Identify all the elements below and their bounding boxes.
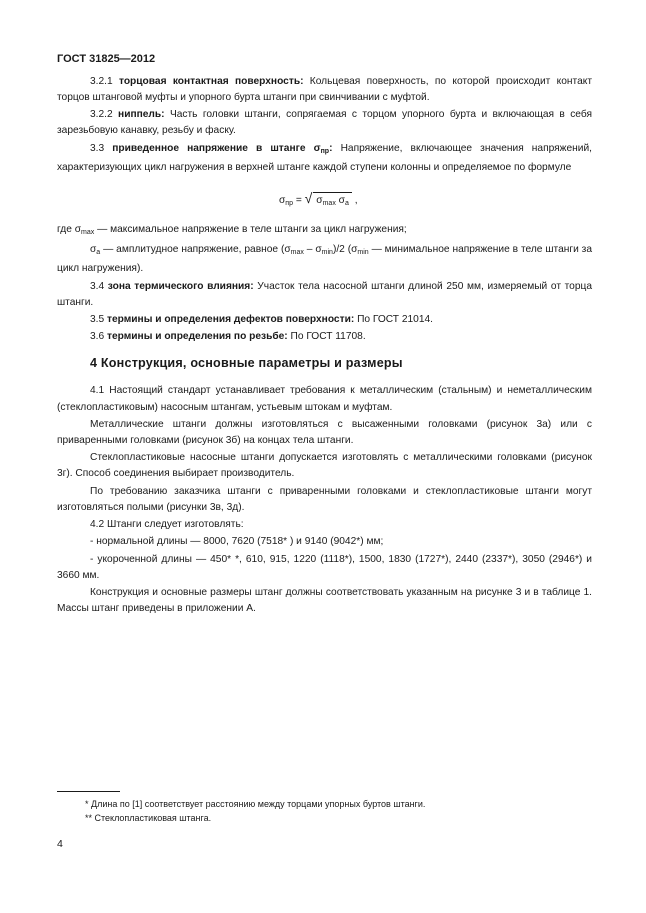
term: термины и определения по резьбе:	[107, 331, 288, 343]
list-item: - нормальной длины — 8000, 7620 (7518* ) и 9140 (9042*) мм;	[90, 536, 384, 548]
clause-4-1: 4.1 Настоящий стандарт устанавливает требования к металлическим (стальным) и неметаллическим (стеклопластиковым) насосным штангам, устьевым штокам и муфтам.	[57, 385, 592, 413]
term: термины и определения дефектов поверхности:	[107, 313, 355, 325]
term: приведенное напряжение в штанге $\sigma_{пр}$:	[112, 142, 333, 155]
sqrt-sign: √	[304, 189, 313, 206]
footnotes	[85, 797, 425, 825]
footnote-1: * Длина по [1] соответствует расстоянию между торцами упорных буртов штанги.	[85, 799, 426, 809]
term: зона термического влияния:	[107, 280, 254, 292]
clause-3-2-2: 3.2.2 ниппель: Часть головки штанги, сопрягаемая с торцом упорного бурта и включающая в себя зарезьбовую канавку, резьбу и фаску.	[57, 109, 592, 137]
clause-3-5: 3.5 термины и определения дефектов поверхности: По ГОСТ 21014.	[90, 313, 433, 325]
page-body	[57, 74, 592, 618]
clause-3-6: 3.6 термины и определения по резьбе: По ГОСТ 11708.	[90, 331, 366, 343]
term: ниппель:	[118, 109, 165, 121]
footnote-2: ** Стеклопластиковая штанга.	[85, 813, 212, 823]
paragraph: Конструкция и основные размеры штанг должны соответствовать указанным на рисунке 3 и в таблице 1. Массы штанг приведены в приложении А.	[57, 586, 592, 614]
clause-3-4: 3.4 зона термического влияния: Участок тела насосной штанги длиной 250 мм, измеряемый от торца штанги.	[57, 280, 593, 308]
where-line-1: где $\sigma_{max}$ — максимальное напряжение в теле штанги за цикл нагружения;	[57, 223, 407, 236]
paragraph: По требованию заказчика штанги с приваренными головками и стеклопластиковые штанги могут изготовляться полыми (рисунки 3в, 3д).	[57, 485, 592, 513]
term: торцовая контактная поверхность:	[118, 76, 304, 87]
clause-4-2: 4.2 Штанги следует изготовлять:	[90, 518, 244, 530]
paragraph: Стеклопластиковые насосные штанги допускается изготовлять с металлическими головками (рисунок 3г). Способ соединения выбирает производитель.	[57, 452, 592, 480]
footnote-divider	[57, 791, 120, 792]
page-number: 4	[57, 838, 63, 850]
running-header: ГОСТ 31825—2012	[57, 53, 156, 65]
section-heading: 4 Конструкция, основные параметры и размеры	[90, 356, 403, 371]
clause-3-2-1: 3.2.1 торцовая контактная поверхность: Кольцевая поверхность, по которой происходит контакт торцов штанговой муфты и упорного бурта штанги при свинчивании с муфтой.	[57, 76, 592, 104]
list-item: - укороченной длины — 450* *, 610, 915, 1220 (1118*), 1500, 1830 (1727*), 2440 (2337*), 3050 (2946*) и 3660 мм.	[57, 553, 592, 581]
where-line-2: $\sigma_a$ — амплитудное напряжение, равное $(\sigma_{max} - \sigma_{min})/2$ ($\sigma_{min}$ — минимальное напряжение в теле штанги за цикл нагружения).	[57, 244, 593, 275]
clause-3-3: 3.3 приведенное напряжение в штанге $\sigma_{пр}$: Напряжение, включающее значения напряжений, характеризующих цикл нагружения в верхней штанге каждой ступени колонны и определяемое по формуле	[57, 142, 592, 173]
radicand: $\sigma_{max}$ $\sigma_a$	[313, 192, 352, 212]
paragraph: Металлические штанги должны изготовляться с высаженными головками (рисунок 3а) или с приваренными головками (рисунок 3б) на концах тела штанги.	[57, 418, 592, 446]
formula-reduced-stress: $\sigma_{пр}$ = √ $\sigma_{max}$ $\sigma_a$ ,	[57, 190, 592, 214]
